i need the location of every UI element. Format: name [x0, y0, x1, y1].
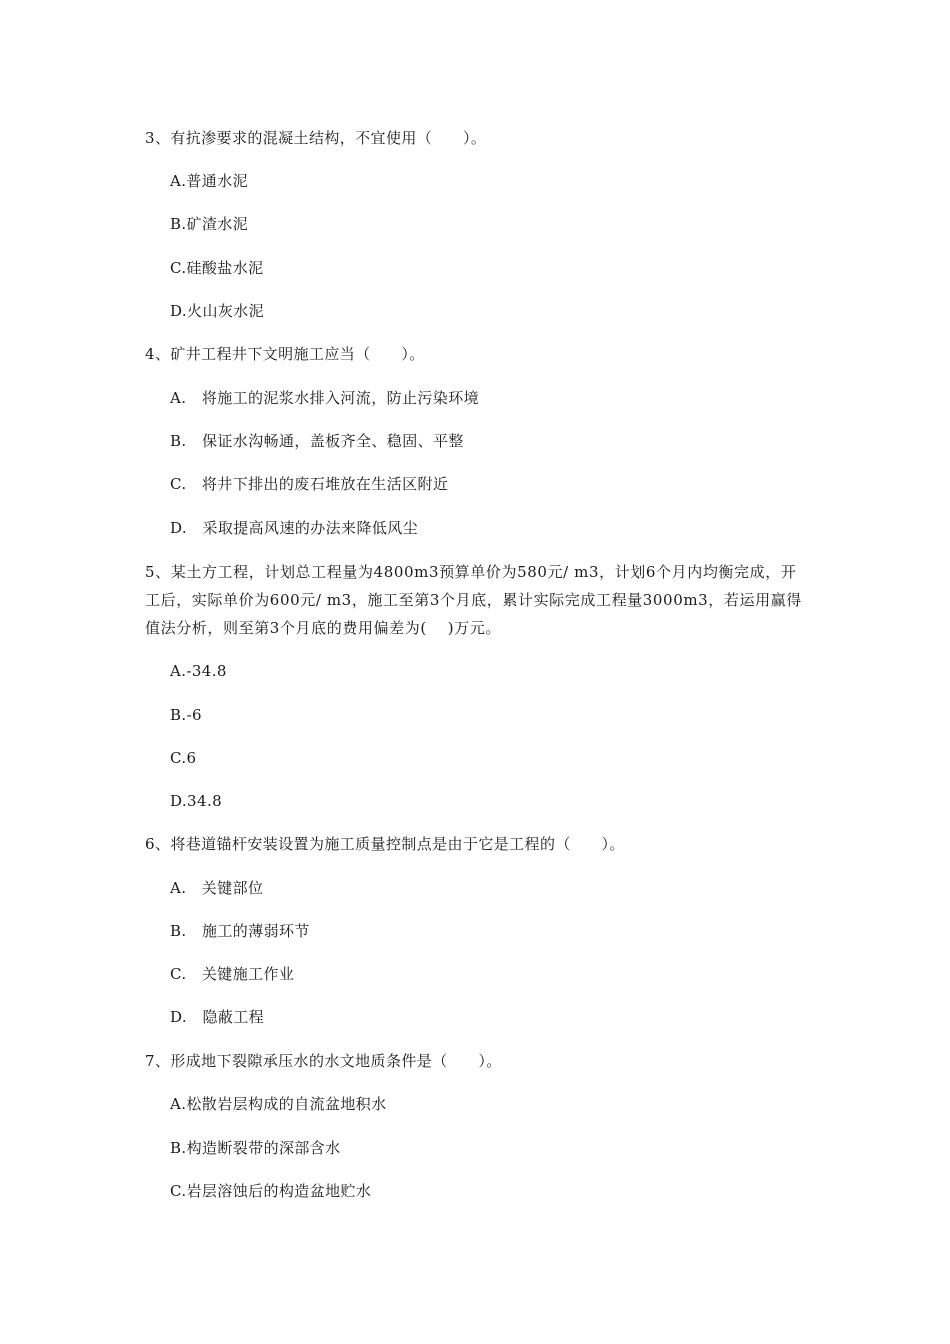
question-6-option-d: D. 隐蔽工程 — [170, 1008, 265, 1026]
question-3-stem: 3、有抗渗要求的混凝土结构，不宜使用（ ）。 — [145, 129, 487, 147]
question-5-option-b: B.-6 — [170, 706, 203, 724]
question-4-option-c: C. 将井下排出的废石堆放在生活区附近 — [170, 475, 449, 493]
question-7-option-b: B.构造断裂带的深部含水 — [170, 1139, 341, 1157]
question-6-option-a: A. 关键部位 — [170, 879, 264, 897]
question-4-option-d: D. 采取提高风速的办法来降低风尘 — [170, 519, 419, 537]
question-4-stem: 4、矿井工程井下文明施工应当（ ）。 — [145, 345, 425, 363]
question-3-option-c: C.硅酸盐水泥 — [170, 259, 264, 277]
question-7-option-a: A.松散岩层构成的自流盆地积水 — [170, 1095, 387, 1113]
question-7-stem: 7、形成地下裂隙承压水的水文地质条件是（ ）。 — [145, 1052, 502, 1070]
question-3-option-a: A.普通水泥 — [170, 172, 249, 190]
question-4-option-b: B. 保证水沟畅通，盖板齐全、稳固、平整 — [170, 432, 464, 450]
question-7-option-c: C.岩层溶蚀后的构造盆地贮水 — [170, 1182, 372, 1200]
question-5-option-c: C.6 — [170, 749, 197, 767]
question-6-stem: 6、将巷道锚杆安装设置为施工质量控制点是由于它是工程的（ ）。 — [145, 835, 625, 853]
question-6-option-c: C. 关键施工作业 — [170, 965, 295, 983]
question-3-option-d: D.火山灰水泥 — [170, 302, 265, 320]
question-5-stem: 5、某土方工程，计划总工程量为4800m3预算单价为580元/ m3，计划6个月内均衡完成，开工后，实际单价为600元/ m3，施工至第3个月底，累计实际完成工程量3000m3，若运用赢得值法分析，则至第3个月底的费用偏差为( )万元。 — [145, 563, 802, 637]
question-3-option-b: B.矿渣水泥 — [170, 215, 249, 233]
question-5-option-d: D.34.8 — [170, 792, 223, 810]
question-4-option-a: A. 将施工的泥浆水排入河流，防止污染环境 — [170, 389, 480, 407]
question-6-option-b: B. 施工的薄弱环节 — [170, 922, 310, 940]
question-5-option-a: A.-34.8 — [170, 662, 227, 680]
